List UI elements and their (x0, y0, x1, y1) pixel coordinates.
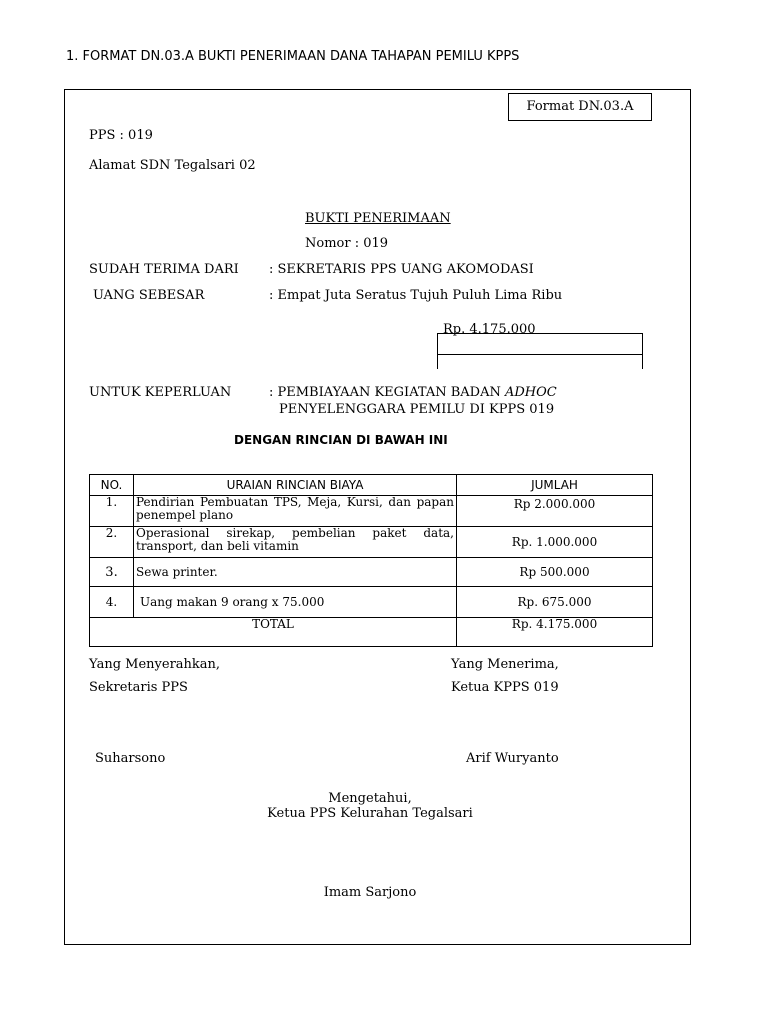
header-amount: JUMLAH (457, 475, 653, 496)
table-total-row (90, 618, 653, 647)
row-description: Uang makan 9 orang x 75.000 (134, 587, 457, 618)
row-amount: Rp 500.000 (457, 558, 653, 587)
giver-title: Sekretaris PPS (89, 680, 188, 695)
row-amount: Rp. 1.000.000 (457, 527, 653, 558)
purpose-prefix: : PEMBIAYAAN KEGIATAN BADAN (269, 385, 505, 400)
giver-name: Suharsono (95, 751, 166, 766)
amount-box-value: Rp. 4.175.000 (443, 322, 536, 337)
acknowledger-name: Imam Sarjono (323, 885, 417, 900)
row-amount: Rp. 675.000 (457, 587, 653, 618)
receiver-role: Yang Menerima, (451, 657, 559, 672)
amount-box-right-border (642, 333, 643, 369)
table-row (90, 558, 653, 587)
purpose-label: UNTUK KEPERLUAN (89, 385, 232, 400)
acknowledger-title: Ketua PPS Kelurahan Tegalsari (267, 806, 473, 821)
table-header-row (90, 475, 653, 496)
document-title: BUKTI PENERIMAAN (305, 211, 451, 226)
cost-breakdown-table (89, 474, 653, 647)
header-description: URAIAN RINCIAN BIAYA (134, 475, 457, 496)
acknowledger-role: Mengetahui, (328, 791, 412, 806)
table-row (90, 587, 653, 618)
total-label: TOTAL (90, 618, 457, 647)
row-description-line: Operasional sirekap, pembelian paket data, (136, 526, 454, 540)
row-description: Sewa printer. (134, 558, 457, 587)
receiver-title: Ketua KPPS 019 (451, 680, 559, 695)
row-description-line: penempel plano (136, 508, 234, 522)
page-heading: 1. FORMAT DN.03.A BUKTI PENERIMAAN DANA TAHAPAN PEMILU KPPS (66, 49, 520, 64)
pps-number: PPS : 019 (89, 128, 153, 143)
table-row (90, 496, 653, 527)
detail-heading: DENGAN RINCIAN DI BAWAH INI (234, 433, 448, 447)
row-no: 3. (90, 558, 134, 587)
document-number: Nomor : 019 (305, 236, 389, 251)
purpose-adhoc: ADHOC (504, 385, 557, 400)
total-value: Rp. 4.175.000 (457, 618, 653, 647)
row-no: 1. (90, 496, 134, 527)
address: Alamat SDN Tegalsari 02 (89, 158, 256, 173)
row-description-line: Pendirian Pembuatan TPS, Meja, Kursi, dan papan (136, 495, 454, 509)
row-description (134, 527, 457, 558)
row-no: 4. (90, 587, 134, 618)
row-no: 2. (90, 527, 134, 558)
received-from-value: : SEKRETARIS PPS UANG AKOMODASI (269, 262, 534, 277)
giver-role: Yang Menyerahkan, (89, 657, 221, 672)
row-description (134, 496, 457, 527)
table-row (90, 527, 653, 558)
purpose-line-1 (269, 385, 557, 400)
amount-in-words: : Empat Juta Seratus Tujuh Puluh Lima Ribu (269, 288, 563, 303)
header-no: NO. (90, 475, 134, 496)
row-amount: Rp 2.000.000 (457, 496, 653, 527)
purpose-line-2: PENYELENGGARA PEMILU DI KPPS 019 (279, 402, 555, 417)
amount-box-mid-border (437, 354, 643, 355)
amount-label: UANG SEBESAR (93, 288, 205, 303)
receiver-name: Arif Wuryanto (466, 751, 559, 766)
format-label-box: Format DN.03.A (508, 93, 652, 121)
amount-box-left-border (437, 333, 438, 369)
row-description-line: transport, dan beli vitamin (136, 539, 299, 553)
received-from-label: SUDAH TERIMA DARI (89, 262, 239, 277)
